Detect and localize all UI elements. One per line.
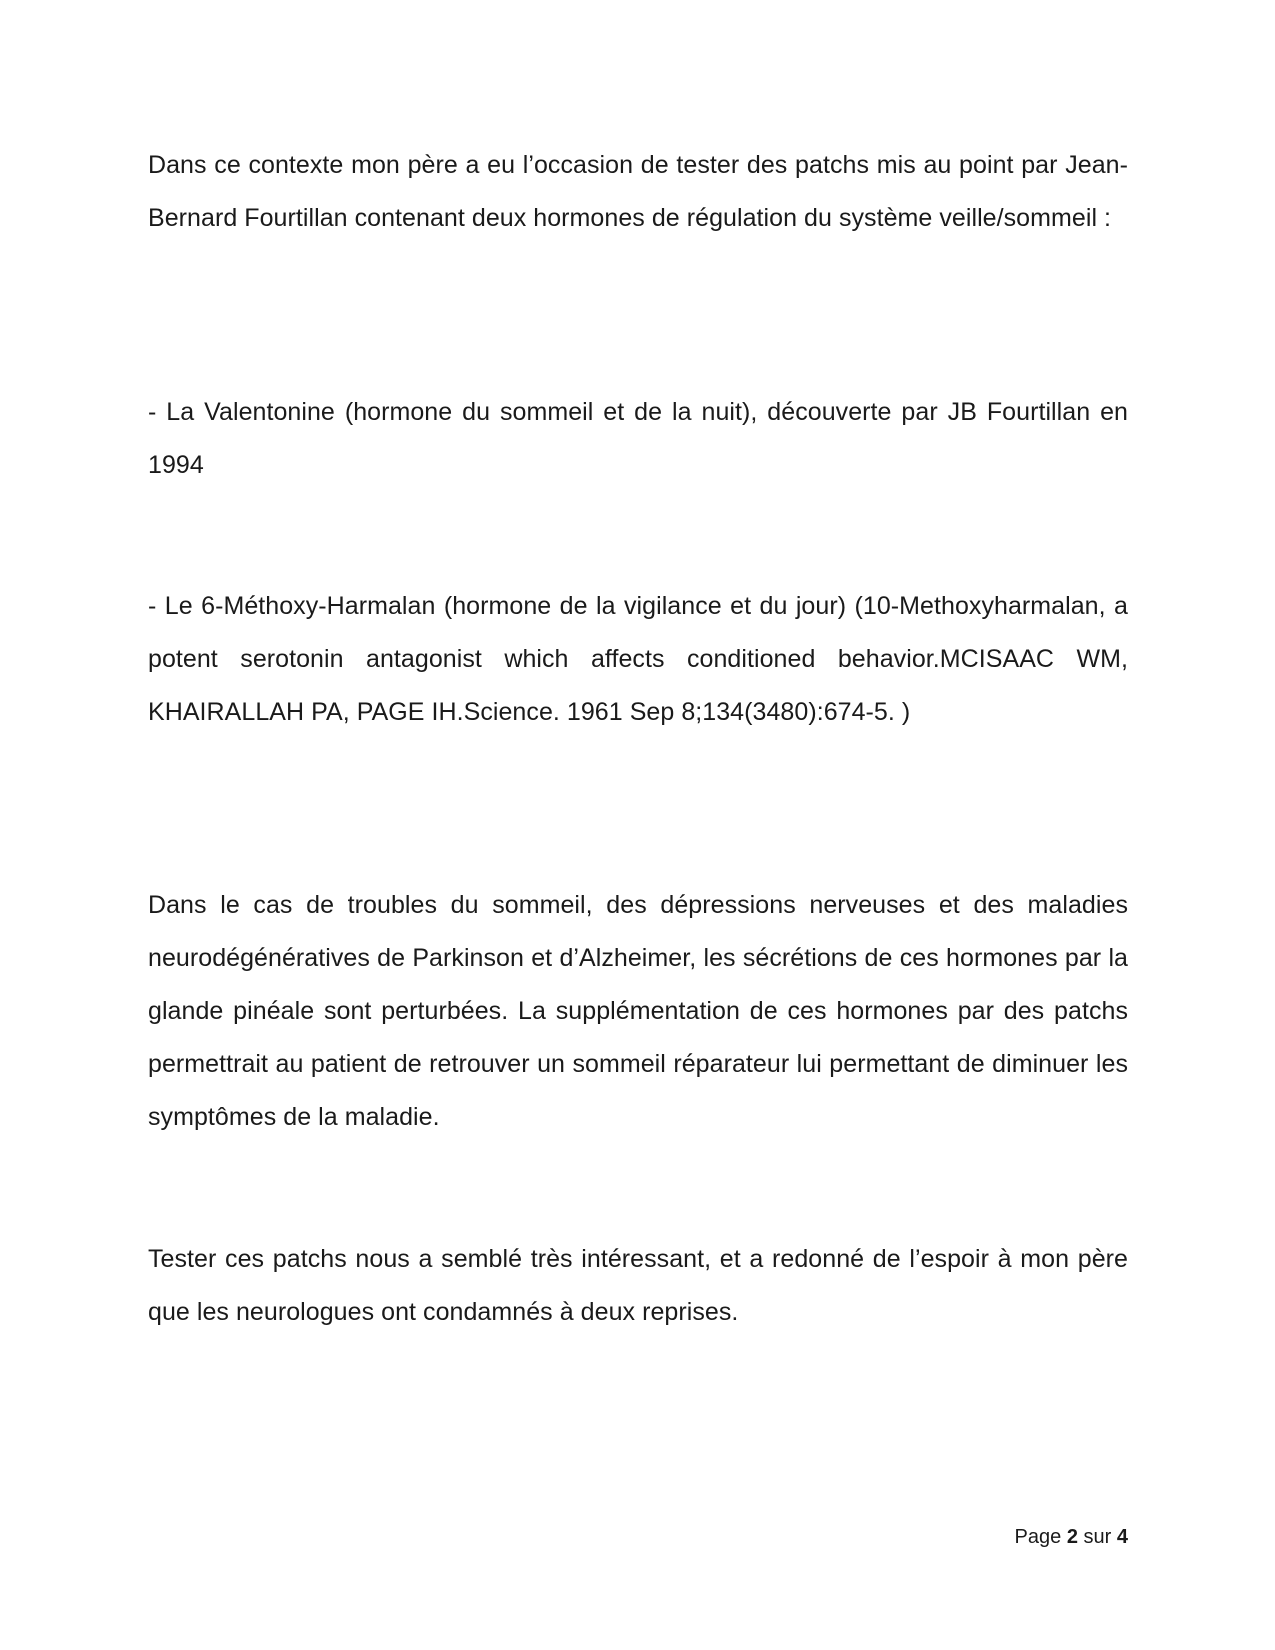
page-footer	[900, 1523, 1128, 1551]
total-pages: 4	[1116, 1526, 1128, 1548]
paragraph-methoxy-harmalan: - Le 6-Méthoxy-Harmalan (hormone de la vigilance et du jour) (10-Methoxyharmalan, a potent serotonin antagonist which affects conditioned behavior.MCISAAC WM, KHAIRALLAH PA, PAGE IH.Science. 1961 Sep 8;134(3480):674-5. )	[148, 592, 1128, 726]
page-number: 2	[1066, 1526, 1078, 1548]
paragraph-context: Dans ce contexte mon père a eu l’occasion de tester des patchs mis au point par Jean-Bernard Fourtillan contenant deux hormones de régulation du système veille/sommeil :	[148, 151, 1128, 232]
of-label: sur	[1083, 1526, 1112, 1548]
paragraph-sleep-disorders: Dans le cas de troubles du sommeil, des dépressions nerveuses et des maladies neurodégénératives de Parkinson et d’Alzheimer, les sécrétions de ces hormones par la glande pinéale sont perturbées. La supplémentation de ces hormones par des patchs permettrait au patient de retrouver un sommeil réparateur lui permettant de diminuer les symptômes de la maladie.	[148, 891, 1128, 1131]
page-label: Page	[1014, 1526, 1062, 1548]
paragraph-conclusion: Tester ces patchs nous a semblé très intéressant, et a redonné de l’espoir à mon père que les neurologues ont condamnés à deux reprises.	[148, 1245, 1128, 1326]
paragraph-valentonine: - La Valentonine (hormone du sommeil et de la nuit), découverte par JB Fourtillan en 1994	[148, 398, 1128, 479]
